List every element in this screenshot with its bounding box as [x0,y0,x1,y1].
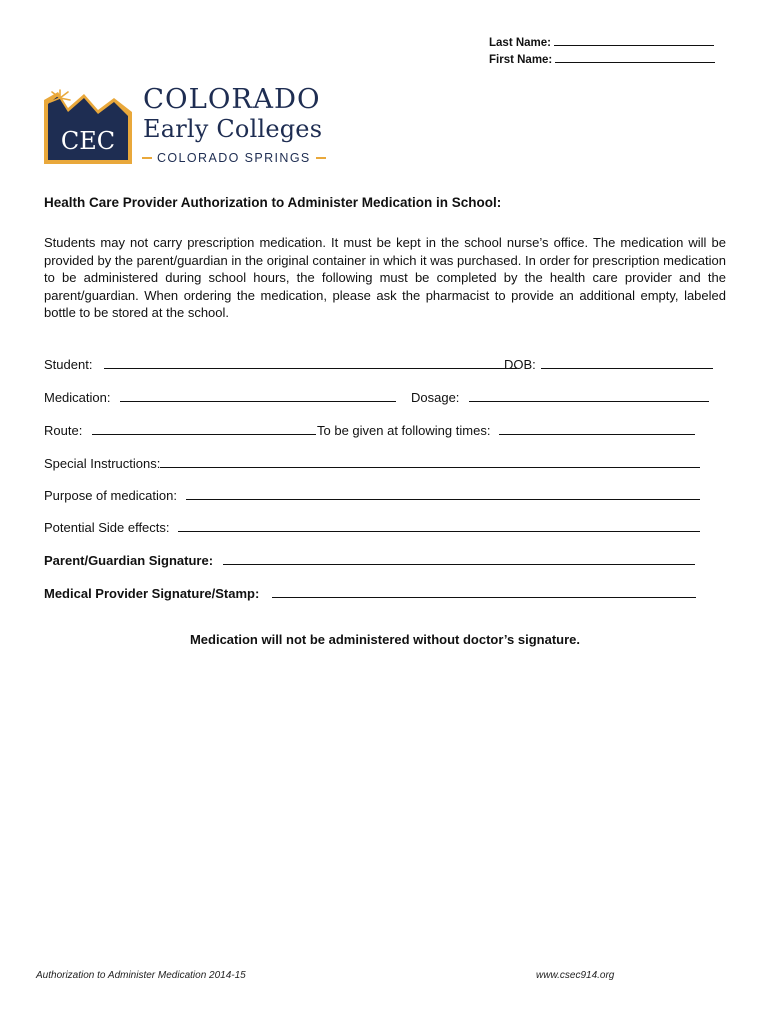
student-row [44,355,517,373]
dosage-row [411,388,709,406]
student-input[interactable] [104,355,517,369]
first-name-label: First Name: [489,54,553,66]
footer-url: www.csec914.org [536,970,615,981]
route-label: Route: [44,423,83,438]
parent-signature-input[interactable] [223,551,695,565]
logo-bar-left [142,157,152,159]
dosage-input[interactable] [469,388,709,402]
side-effects-row [44,518,700,536]
parent-signature-row [44,551,695,569]
times-label: To be given at following times: [317,423,491,438]
special-instructions-row [44,454,700,472]
dob-input[interactable] [541,355,713,369]
provider-signature-input[interactable] [272,584,696,598]
purpose-label: Purpose of medication: [44,488,177,503]
cec-logo-icon [44,88,132,164]
special-instructions-input[interactable] [160,454,700,468]
last-name-line[interactable] [554,34,714,46]
purpose-input[interactable] [186,486,700,500]
dosage-label: Dosage: [411,390,460,405]
times-input[interactable] [499,421,695,435]
provider-signature-row [44,584,696,602]
purpose-row [44,486,700,504]
logo-city: COLORADO SPRINGS [157,151,311,165]
footer-left: Authorization to Administer Medication 2014-15 [36,970,246,981]
first-name-row [489,51,715,66]
dob-row [504,355,713,373]
route-row [44,421,316,439]
provider-signature-label: Medical Provider Signature/Stamp: [44,586,260,601]
student-label: Student: [44,357,93,372]
logo-bar-right [316,157,326,159]
last-name-row [489,34,714,49]
special-instructions-label: Special Instructions: [44,456,161,471]
dob-label: DOB: [504,357,536,372]
last-name-label: Last Name: [489,37,551,49]
first-name-line[interactable] [555,51,715,63]
logo-subtitle: Early Colleges [143,115,323,143]
side-effects-input[interactable] [178,518,700,532]
medication-input[interactable] [120,388,396,402]
side-effects-label: Potential Side effects: [44,520,170,535]
route-input[interactable] [92,421,316,435]
logo-city-row [142,151,326,165]
form-heading: Health Care Provider Authorization to Administer Medication in School: [44,195,502,210]
times-row [317,421,695,439]
medication-row [44,388,396,406]
intro-paragraph: Students may not carry prescription medication. It must be kept in the school nurse’s office. The medication will be provided by the parent/guardian in the original container in which it was purchased. In order for prescription medication to be administered during school hours, the following must be completed by the health care provider and the parent/guardian. When ordering the medication, please ask the pharmacist to provide an additional empty, labeled bottle to be stored at the school. [44,235,726,320]
parent-signature-label: Parent/Guardian Signature: [44,553,214,568]
medication-label: Medication: [44,390,111,405]
signature-notice: Medication will not be administered without doctor’s signature. [189,632,581,647]
logo-title: COLORADO [143,83,321,115]
logo-mark-text: CEC [60,127,116,155]
